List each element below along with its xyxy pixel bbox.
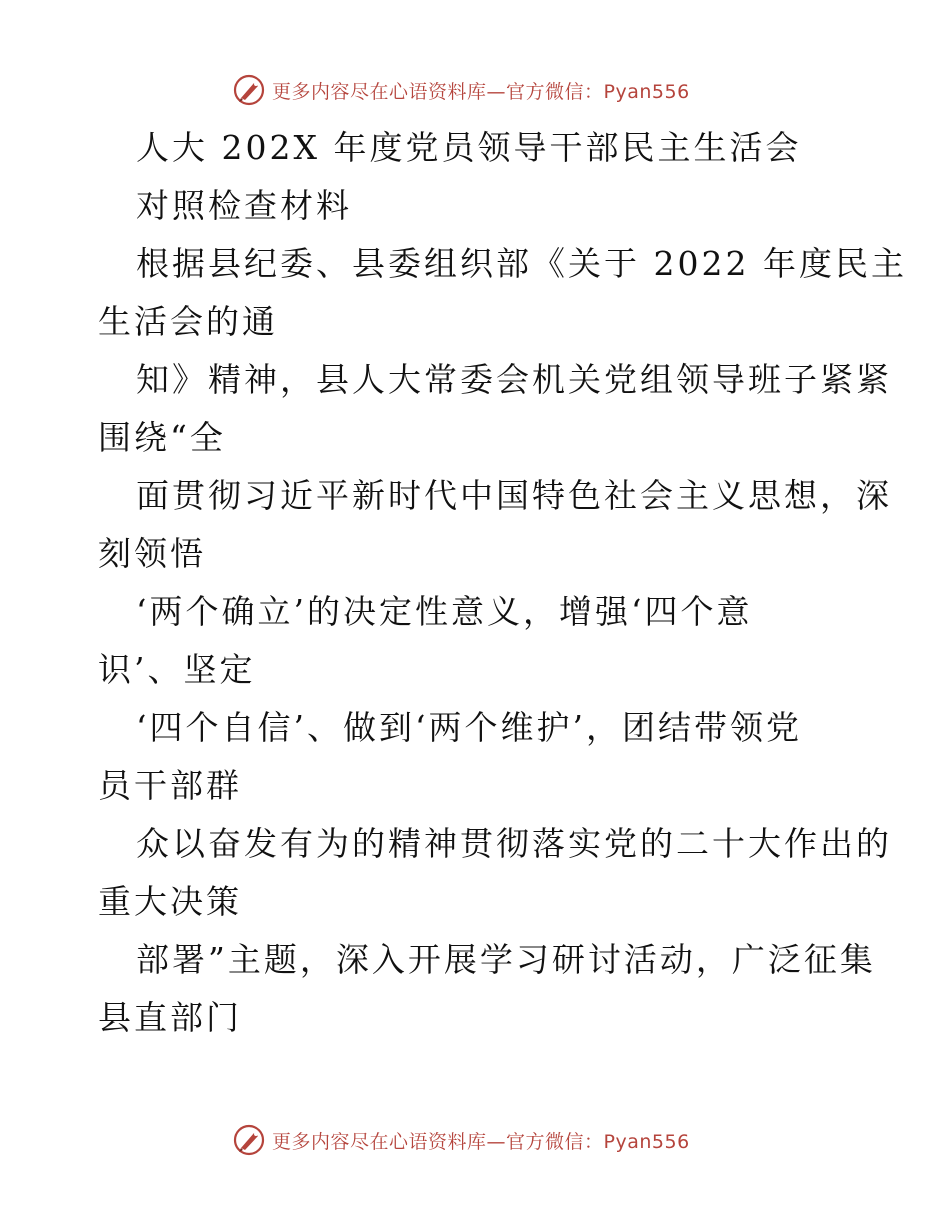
doc-title-line-1: 人大 202X 年度党员领导干部民主生活会: [136, 128, 802, 167]
header-banner: [232, 70, 690, 110]
header-banner-text: 更多内容尽在心语资料库—官方微信：Pyan556: [272, 80, 690, 103]
paragraph-line: 知》精神，县人大常委会机关党组领导班子紧紧: [136, 360, 892, 399]
paragraph-line: 部署”主题，深入开展学习研讨活动，广泛征集: [136, 940, 876, 979]
footer-banner-text: 更多内容尽在心语资料库—官方微信：Pyan556: [272, 1130, 690, 1153]
footer-banner: [232, 1120, 690, 1160]
paragraph-line: ‘四个自信’、做到‘两个维护’，团结带领党: [136, 708, 802, 747]
paragraph-line: 根据县纪委、县委组织部《关于 2022 年度民主: [136, 244, 907, 283]
paragraph-line: 面贯彻习近平新时代中国特色社会主义思想，深: [136, 476, 892, 515]
doc-title-line-2: 对照检查材料: [136, 186, 352, 225]
paragraph-line: 县直部门: [98, 998, 242, 1037]
pen-logo-icon: [232, 73, 266, 107]
paragraph-line: 刻领悟: [98, 534, 206, 573]
paragraph-line: 重大决策: [98, 882, 242, 921]
paragraph-line: 员干部群: [98, 766, 242, 805]
paragraph-line: 识’、坚定: [98, 650, 256, 689]
paragraph-line: 生活会的通: [98, 302, 278, 341]
paragraph-line: ‘两个确立’的决定性意义，增强‘四个意: [136, 592, 753, 631]
pen-logo-icon: [232, 1123, 266, 1157]
paragraph-line: 众以奋发有为的精神贯彻落实党的二十大作出的: [136, 824, 892, 863]
paragraph-line: 围绕“全: [98, 418, 226, 457]
